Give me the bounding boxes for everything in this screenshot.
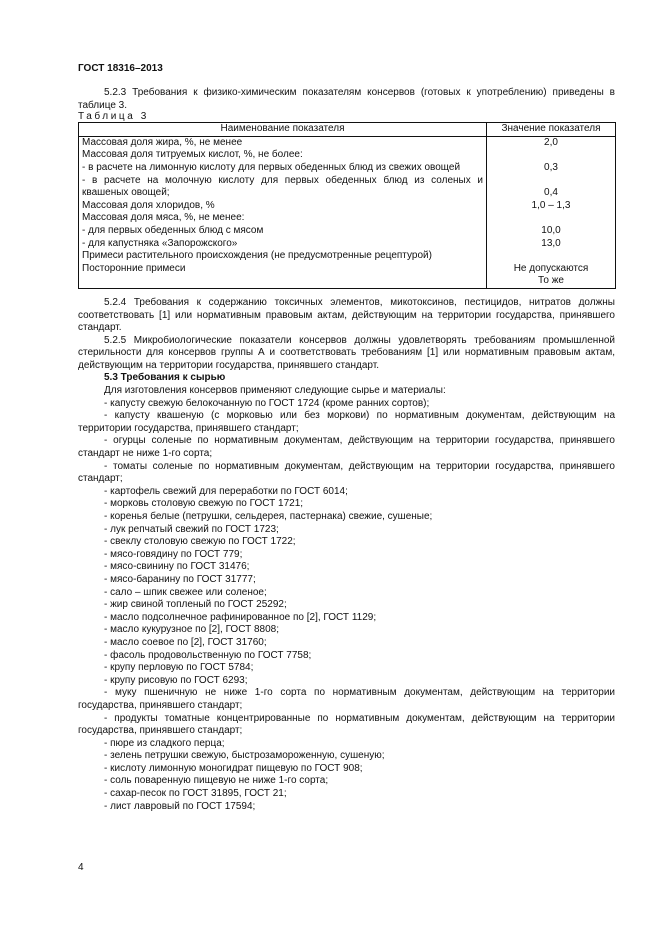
table-row <box>79 225 616 238</box>
row-value: 0,4 <box>487 175 616 200</box>
row-value: 0,3 <box>487 162 616 175</box>
list-item: - картофель свежий для переработки по ГОСТ 6014; <box>104 485 348 497</box>
row-name: - для капустняка «Запорожского» <box>79 238 487 251</box>
table-header-name: Наименование показателя <box>79 123 487 137</box>
row-value: 2,0 <box>487 136 616 149</box>
materials-list <box>78 398 615 814</box>
list-item: - морковь столовую свежую по ГОСТ 1721; <box>104 498 304 510</box>
row-value <box>487 250 616 263</box>
table-row <box>79 212 616 225</box>
paragraph-5-2-3: 5.2.3 Требования к физико-химическим показателям консервов (готовых к употреблению) приведены в таблице 3. <box>78 87 615 111</box>
table-row <box>79 275 616 288</box>
list-item: - жир свиной топленый по ГОСТ 25292; <box>104 599 287 611</box>
row-name: Посторонние примеси <box>79 263 487 276</box>
list-item: - фасоль продовольственную по ГОСТ 7758; <box>104 649 312 661</box>
table-row <box>79 175 616 200</box>
list-item: - свеклу столовую свежую по ГОСТ 1722; <box>104 536 296 548</box>
list-item: - пюре из сладкого перца; <box>104 737 225 749</box>
row-name: Примеси растительного происхождения (не предусмотренные рецептурой) <box>79 250 487 263</box>
list-item: - масло подсолнечное рафинированное по [2], ГОСТ 1129; <box>104 611 377 623</box>
row-value <box>487 212 616 225</box>
section-title: 5.3 Требования к сырью <box>104 372 226 384</box>
list-item: - капусту квашеную (с морковью или без моркови) по нормативным документам, действующим на территории государства, принявшего стандарт; <box>78 410 615 434</box>
list-item: - крупу перловую по ГОСТ 5784; <box>104 662 254 674</box>
list-item: - капусту свежую белокочанную по ГОСТ 1724 (кроме ранних сортов); <box>104 397 430 409</box>
paragraph-5-2-4: 5.2.4 Требования к содержанию токсичных элементов, микотоксинов, пестицидов, нитратов должны соответствовать [1] или нормативным правовым актам, действующим на территории государства, принявшего стандарт. <box>78 296 615 334</box>
row-name: Массовая доля мяса, %, не менее: <box>79 212 487 225</box>
row-name: - для первых обеденных блюд с мясом <box>79 225 487 238</box>
list-item: - мясо-говядину по ГОСТ 779; <box>104 548 243 560</box>
row-value: Не допускаются <box>487 263 616 276</box>
list-item: - коренья белые (петрушки, сельдерея, пастернака) свежие, сушеные; <box>104 511 433 522</box>
row-value: 13,0 <box>487 238 616 251</box>
list-item: - продукты томатные концентрированные по нормативным документам, действующим на территории государства, принявшего стандарт; <box>78 712 615 737</box>
table-row <box>79 162 616 175</box>
row-name <box>79 275 487 288</box>
table-caption: Таблица 3 <box>78 111 149 123</box>
list-item: - сало – шпик свежее или соленое; <box>104 586 267 598</box>
table-row <box>79 238 616 251</box>
list-item: - мясо-свинину по ГОСТ 31476; <box>104 561 250 573</box>
row-name: - в расчете на молочную кислоту для первых обеденных блюд из соленых и квашеных овощей; <box>79 175 487 200</box>
list-item: - мясо-баранину по ГОСТ 31777; <box>104 573 256 585</box>
row-value: То же <box>487 275 616 288</box>
table-header-value: Значение показателя <box>487 123 616 137</box>
row-value: 10,0 <box>487 225 616 238</box>
table-row <box>79 250 616 263</box>
list-item: - огурцы соленые по нормативным документам, действующим на территории государства, принявшего стандарт не ниже 1-го сорта; <box>78 435 615 460</box>
table-row <box>79 200 616 213</box>
row-name: Массовая доля титруемых кислот, %, не более: <box>79 149 487 162</box>
list-item: - соль поваренную пищевую не ниже 1-го сорта; <box>104 775 329 787</box>
list-item: - масло соевое по [2], ГОСТ 31760; <box>104 636 267 648</box>
list-item: - муку пшеничную не ниже 1-го сорта по нормативным документам, действующим на территории государства, принявшего стандарт; <box>78 687 615 711</box>
requirements-table <box>78 122 616 289</box>
list-item: - зелень петрушки свежую, быстрозамороженную, сушеную; <box>104 750 385 762</box>
list-item: - масло кукурузное по [2], ГОСТ 8808; <box>104 624 280 636</box>
page-number: 4 <box>78 862 84 873</box>
list-item: - сахар-песок по ГОСТ 31895, ГОСТ 21; <box>104 788 287 800</box>
list-item: - лук репчатый свежий по ГОСТ 1723; <box>104 523 279 535</box>
table-row <box>79 149 616 162</box>
document-body <box>78 87 615 813</box>
table-row <box>79 263 616 276</box>
row-value <box>487 149 616 162</box>
list-item: - крупу рисовую по ГОСТ 6293; <box>104 674 248 686</box>
raw-materials-intro: Для изготовления консервов применяют следующие сырье и материалы: <box>104 385 446 397</box>
row-name: Массовая доля жира, %, не менее <box>79 136 487 149</box>
list-item: - кислоту лимонную моногидрат пищевую по ГОСТ 908; <box>104 762 363 774</box>
table-row <box>79 136 616 149</box>
row-name: - в расчете на лимонную кислоту для первых обеденных блюд из свежих овощей <box>79 162 487 175</box>
list-item: - лист лавровый по ГОСТ 17594; <box>104 800 256 812</box>
page-header: ГОСТ 18316–2013 <box>78 63 163 74</box>
row-name: Массовая доля хлоридов, % <box>79 200 487 213</box>
list-item: - томаты соленые по нормативным документам, действующим на территории государства, принявшего стандарт; <box>78 460 615 485</box>
row-value: 1,0 – 1,3 <box>487 200 616 213</box>
paragraph-5-2-5: 5.2.5 Микробиологические показатели консервов должны удовлетворять требованиям промышленной стерильности для консервов группы А и соответствовать требованиям [1] или нормативным правовым актам, действующим на территории государства, принявшего стандарт. <box>78 334 615 371</box>
